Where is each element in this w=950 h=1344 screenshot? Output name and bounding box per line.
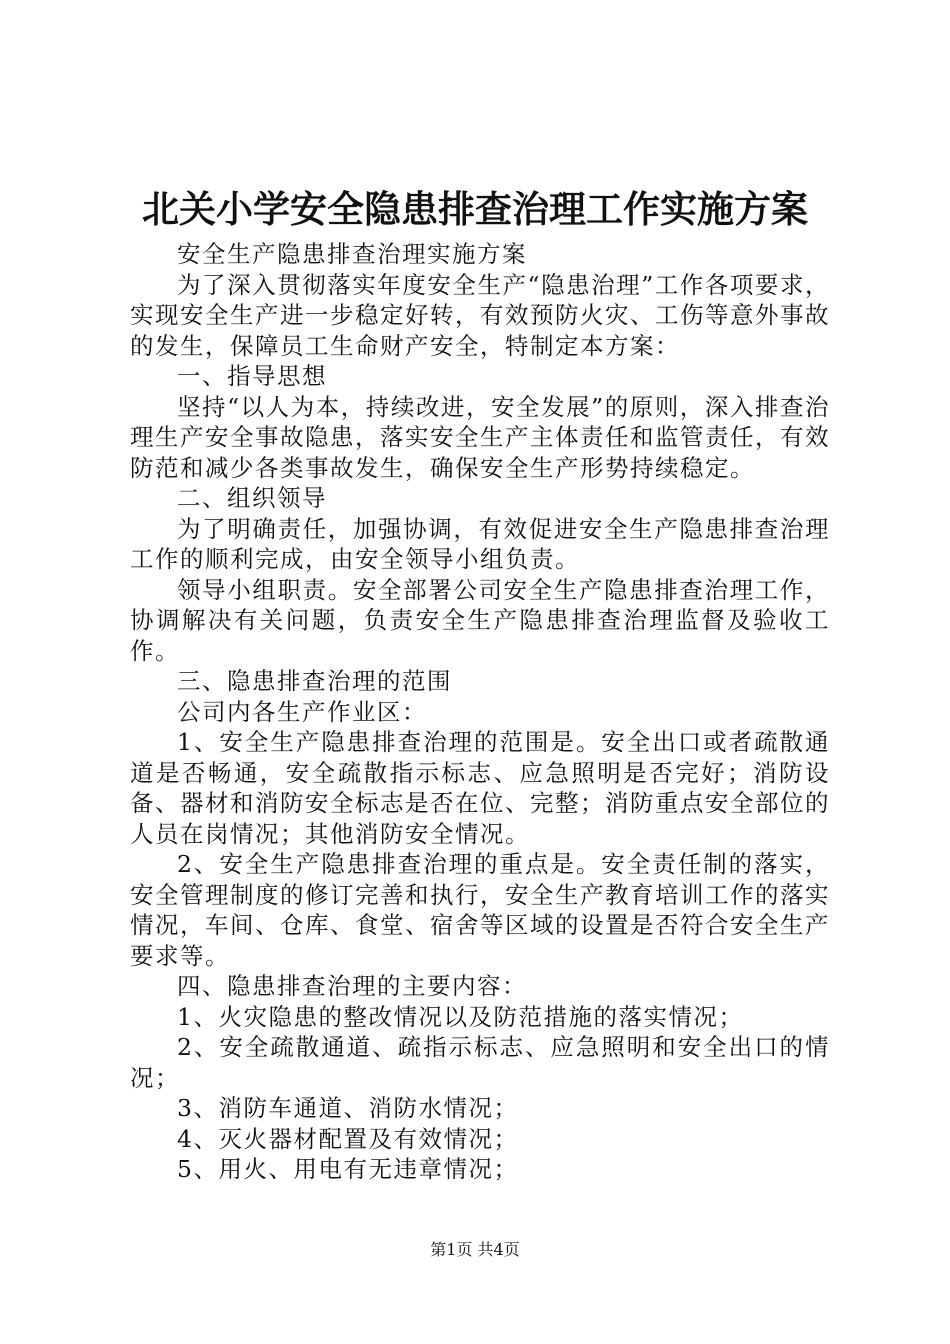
paragraph: 坚持“以人为本，持续改进，安全发展”的原则，深入排查治理生产安全事故隐患，落实安全生产主体责任和监管责任，有效防范和减少各类事故发生，确保安全生产形势持续稳定。 [130, 392, 830, 482]
list-item: 4、灭火器材配置及有效情况； [177, 1124, 519, 1153]
page-number-footer: 第1页 共4页 [430, 1240, 520, 1259]
paragraph: 公司内各生产作业区： [177, 697, 427, 726]
list-item: 1、火灾隐患的整改情况以及防范措施的落实情况； [177, 1002, 744, 1031]
section-heading-2: 二、组织领导 [177, 484, 327, 512]
paragraph-intro: 为了深入贯彻落实年度安全生产“隐患治理”工作各项要求，实现安全生产进一步稳定好转，有效预防火灾、工伤等意外事故的发生，保障员工生命财产安全，特制定本方案： [130, 270, 830, 360]
section-heading-3: 三、隐患排查治理的范围 [177, 667, 452, 695]
section-heading-1: 一、指导思想 [177, 362, 327, 390]
paragraph: 为了明确责任，加强协调，有效促进安全生产隐患排查治理工作的顺利完成，由安全领导小组负责。 [130, 514, 830, 573]
list-item: 2、安全生产隐患排查治理的重点是。安全责任制的落实，安全管理制度的修订完善和执行，安全生产教育培训工作的落实情况，车间、仓库、食堂、宿舍等区域的设置是否符合安全生产要求等。 [130, 850, 830, 970]
list-item: 2、安全疏散通道、疏指示标志、应急照明和安全出口的情况； [130, 1033, 830, 1092]
document-body [130, 239, 830, 1185]
list-item: 5、用火、用电有无违章情况； [177, 1155, 519, 1183]
paragraph-subtitle: 安全生产隐患排查治理实施方案 [177, 240, 527, 268]
list-item: 3、消防车通道、消防水情况； [177, 1094, 519, 1122]
document-title: 北关小学安全隐患排查治理工作实施方案 [142, 187, 808, 231]
paragraph: 领导小组职责。安全部署公司安全生产隐患排查治理工作，协调解决有关问题，负责安全生产隐患排查治理监督及验收工作。 [130, 575, 830, 665]
section-heading-4: 四、隐患排查治理的主要内容： [177, 972, 527, 1000]
list-item: 1、安全生产隐患排查治理的范围是。安全出口或者疏散通道是否畅通，安全疏散指示标志、应急照明是否完好；消防设备、器材和消防安全标志是否在位、完整；消防重点安全部位的人员在岗情况；其他消防安全情况。 [130, 728, 830, 848]
